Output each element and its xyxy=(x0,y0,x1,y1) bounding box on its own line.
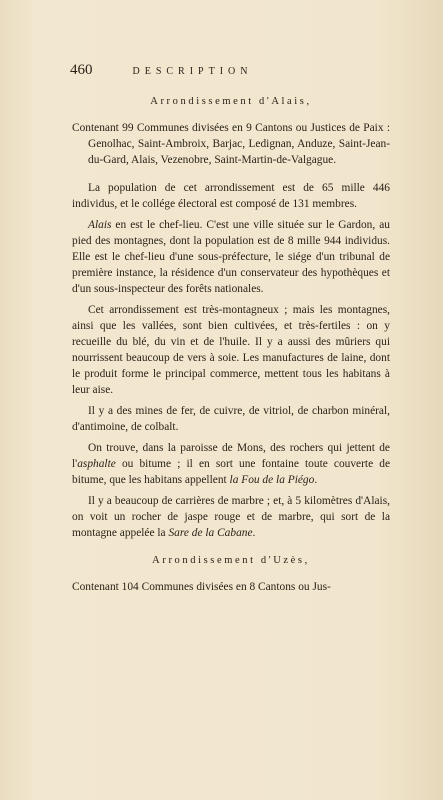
section-heading-uzes: Arrondissement d'Uzès, xyxy=(152,555,310,566)
paragraph-mines: Il y a des mines de fer, de cuivre, de vitriol, de charbon minéral, d'antimoine, de colbalt. xyxy=(72,405,390,433)
paragraph-population: La population de cet arrondissement est de 65 mille 446 individus, et le collége électoral est composé de 131 membres. xyxy=(72,182,390,210)
page-body xyxy=(72,94,390,595)
paragraph-alais-chef-lieu: Alais en est le chef-lieu. C'est une ville située sur le Gardon, au pied des montagnes, dont la population est de 8 mille 944 individus. Elle est le chef-lieu d'une sous-préfecture, le siége d'un tribunal de première instance, la résidence d'un conservateur des hypothèques et d'un sous-inspecteur des forêts nationales. xyxy=(72,219,390,295)
section-heading-alais: Arrondissement d'Alais, xyxy=(150,96,312,107)
section-intro-alais: Contenant 99 Communes divisées en 9 Cantons ou Justices de Paix : Genolhac, Saint-Ambroix, Barjac, Ledignan, Anduze, Saint-Jean-du-Gard, Alais, Vezenobre, Saint-Martin-de-Valgague. xyxy=(72,122,390,166)
paragraph-asphalte: On trouve, dans la paroisse de Mons, des rochers qui jettent de l'asphalte ou bitume ; il en sort une fontaine toute couverte de bitume, que les habitans appellent la Fou de la Piégo. xyxy=(72,442,390,486)
section-intro-uzes: Contenant 104 Communes divisées en 8 Cantons ou Jus- xyxy=(72,581,331,593)
paragraph-agriculture: Cet arrondissement est très-montagneux ; mais les montagnes, ainsi que les vallées, sont bien cultivées, et très-fertiles : on y recueille du blé, du vin et de l'huile. Il y a aussi des mûriers qui nourrissent beaucoup de vers à soie. Les manufactures de laine, dont le produit forme le principal commerce, mettent tous les habitans à leur aise. xyxy=(72,304,390,396)
page-header xyxy=(70,62,383,79)
running-title: DESCRIPTION xyxy=(132,66,253,77)
page-number: 460 xyxy=(70,62,93,78)
paragraph-marbre: Il y a beaucoup de carrières de marbre ; et, à 5 kilomètres d'Alais, on voit un rocher de jaspe rouge et de marbre, qui sort de la montagne appelée la Sare de la Cabane. xyxy=(72,495,390,539)
italic-alais: Alais xyxy=(88,219,112,231)
